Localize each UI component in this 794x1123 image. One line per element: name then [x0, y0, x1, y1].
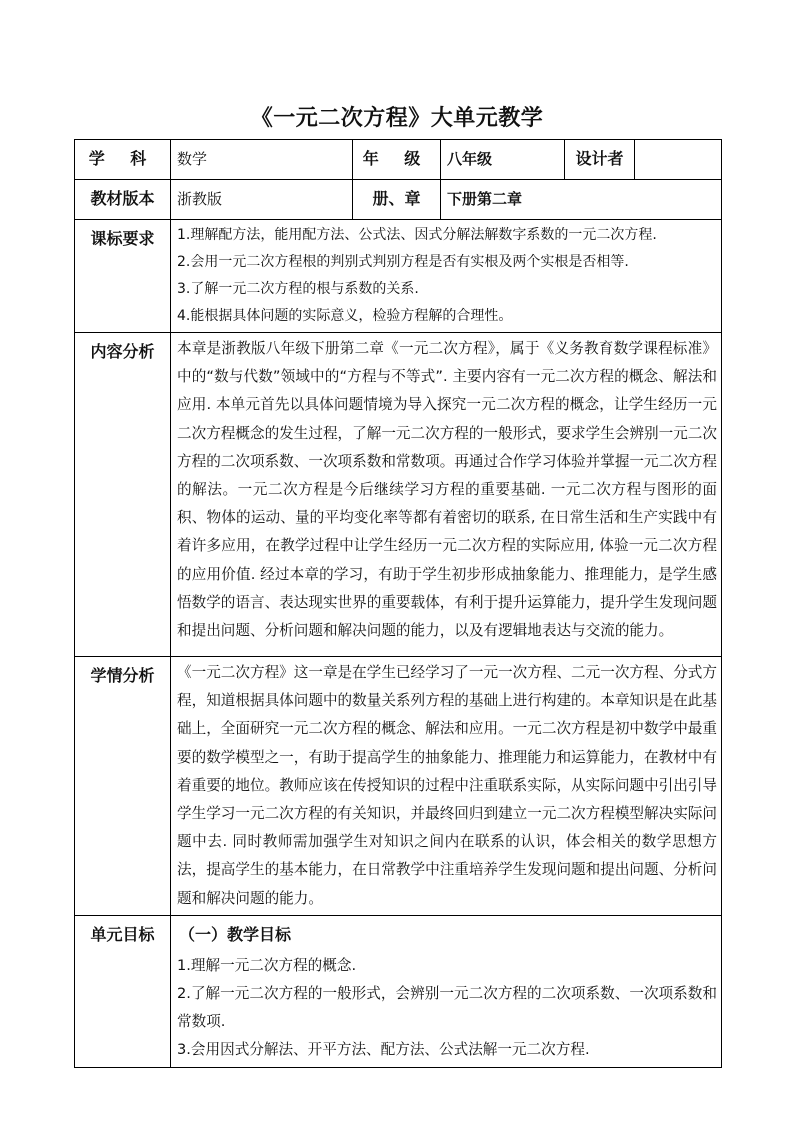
unit-goals-label: 单元目标: [75, 915, 171, 1067]
lesson-plan-table: [74, 139, 722, 1068]
curriculum-item: 2.会用一元二次方程根的判别式判别方程是否有实根及两个实根是否相等.: [177, 254, 629, 270]
goal-item: 2.了解一元二次方程的一般形式，会辨别一元二次方程的二次项系数、一次项系数和常数项.: [177, 985, 717, 1031]
unit-goals-cell: [171, 915, 722, 1067]
unit-goals-row: [75, 915, 722, 1067]
curriculum-item: 1.理解配方法，能用配方法、公式法、因式分解法解数字系数的一元二次方程.: [177, 227, 657, 243]
subject-value: 数学: [171, 140, 353, 180]
goal-item: 3.会用因式分解法、开平方法、配方法、公式法解一元二次方程.: [177, 1041, 590, 1059]
subject-label: 学 科: [75, 140, 171, 180]
content-analysis-row: [75, 333, 722, 657]
textbook-label: 教材版本: [75, 180, 171, 220]
curriculum-row: [75, 220, 722, 333]
learner-analysis-row: [75, 657, 722, 916]
content-analysis-label: 内容分析: [75, 333, 171, 657]
teaching-goals-heading: （一）教学目标: [179, 924, 292, 944]
document-title: 《一元二次方程》大单元教学: [250, 106, 544, 131]
curriculum-content: [171, 220, 722, 333]
header-row-1: [75, 140, 722, 180]
header-row-2: [75, 180, 722, 220]
textbook-value: 浙教版: [171, 180, 353, 220]
curriculum-label: 课标要求: [75, 220, 171, 333]
content-analysis-cell: [171, 333, 722, 657]
curriculum-item: 3.了解一元二次方程的根与系数的关系.: [177, 281, 419, 297]
learner-analysis-label: 学情分析: [75, 657, 171, 916]
designer-label: 设计者: [565, 140, 635, 180]
designer-value: [635, 140, 722, 180]
volume-value: 下册第二章: [441, 180, 722, 220]
grade-label: 年 级: [353, 140, 441, 180]
learner-analysis-text: 《一元二次方程》这一章是在学生已经学习了一元一次方程、二元一次方程、分式方程，知道根据具体问题中的数量关系列方程的基础上进行构建的。本章知识是在此基础上，全面研究一元二次方程的概念、解法和应用。一元二次方程是初中数学中最重要的数学模型之一，有助于提高学生的抽象能力、推理能力和运算能力，在教材中有着重要的地位。教师应该在传授知识的过程中注重联系实际，从实际问题中引出引导学生学习一元二次方程的有关知识，并最终回归到建立一元二次方程模型解决实际问题中去. 同时教师需加强学生对知识之间内在联系的认识，体会相关的数学思想方法，提高学生的基本能力，在日常教学中注重培养学生发现问题和提出问题、分析问题和解决问题的能力。: [177, 664, 717, 907]
curriculum-item: 4.能根据具体问题的实际意义，检验方程解的合理性。: [177, 308, 513, 324]
grade-value: 八年级: [441, 140, 565, 180]
content-analysis-text: 本章是浙教版八年级下册第二章《一元二次方程》，属于《义务教育数学课程标准》中的“数与代数”领域中的“方程与不等式”. 主要内容有一元二次方程的概念、解法和应用. 本单元首先以具体问题情境为导入探究一元二次方程的概念，让学生经历一元二次方程概念的发生过程，了解一元二次方程的一般形式，要求学生会辨别一元二次方程的二次项系数、一次项系数和常数项。再通过合作学习体验并掌握一元二次方程的解法。一元二次方程是今后继续学习方程的重要基础. 一元二次方程与图形的面积、物体的运动、量的平均变化率等都有着密切的联系, 在日常生活和生产实践中有着许多应用，在教学过程中让学生经历一元二次方程的实际应用, 体验一元二次方程的应用价值. 经过本章的学习，有助于学生初步形成抽象能力、推理能力，是学生感悟数学的语言、表达现实世界的重要载体，有利于提升运算能力，提升学生发现问题和提出问题、分析问题和解决问题的能力，以及有逻辑地表达与交流的能力。: [177, 340, 717, 640]
volume-label: 册、章: [353, 180, 441, 220]
learner-analysis-cell: [171, 657, 722, 916]
goal-item: 1.理解一元二次方程的概念.: [177, 956, 357, 974]
